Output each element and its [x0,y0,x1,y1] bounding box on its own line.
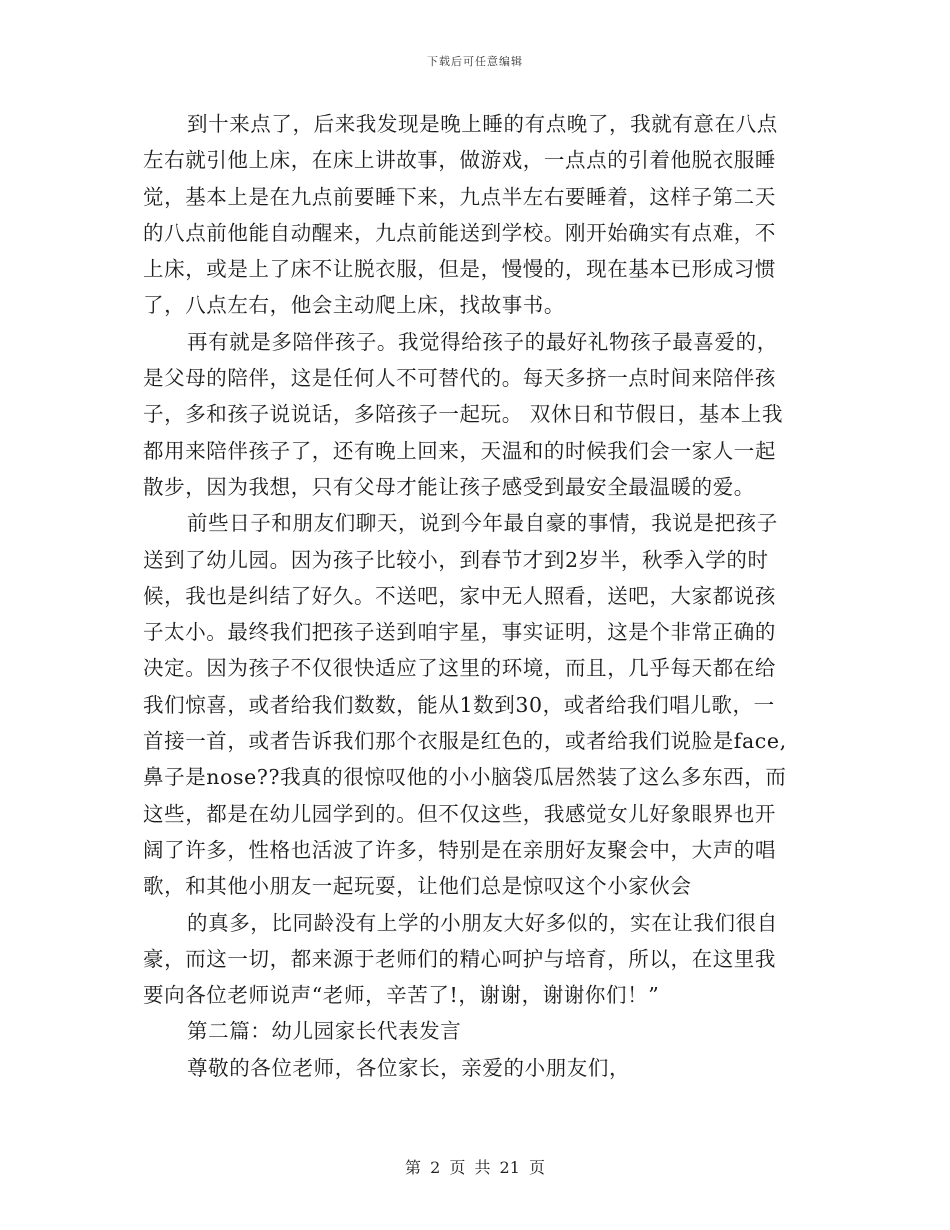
text-line: 候，我也是纠结了好久。不送吧，家中无人照看，送吧，大家都说孩 [143,583,776,608]
text-line: 决定。因为孩子不仅很快适应了这里的环境，而且，几乎每天都在给 [143,656,776,681]
text-line: 左右就引他上床，在床上讲故事，做游戏，一点点的引着他脱衣服睡 [143,148,776,173]
text-line: 要向各位老师说声“老师，辛苦了!，谢谢，谢谢你们！” [143,983,660,1008]
document-body [143,106,813,1086]
text-line: 阔了许多，性格也活波了许多，特别是在亲朋好友聚会中，大声的唱 [143,837,776,862]
text-line: 散步，因为我想，只有父母才能让孩子感受到最安全最温暖的爱。 [143,474,755,499]
text-line: 子，多和孩子说说话，多陪孩子一起玩。 双休日和节假日，基本上我 [143,402,784,427]
text-line: 都用来陪伴孩子了，还有晚上回来，天温和的时候我们会一家人一起 [143,438,776,463]
text-line: 尊敬的各位老师，各位家长，亲爱的小朋友们， [187,1055,631,1080]
page-header: 下载后可任意编辑 [427,55,523,68]
text-line: 上床，或是上了床不让脱衣服，但是，慢慢的，现在基本已形成习惯 [143,257,776,282]
text-line: 了，八点左右，他会主动爬上床，找故事书。 [143,293,565,318]
text-line: 再有就是多陪伴孩子。我觉得给孩子的最好礼物孩子最喜爱的， [187,329,778,354]
page-footer: 第 2 页 共 21 页 [405,1158,545,1177]
text-line: 的真多，比同龄没有上学的小朋友大好多似的，实在让我们很自 [187,910,778,935]
text-line: 送到了幼儿园。因为孩子比较小，到春节才到2岁半，秋季入学的时 [143,547,769,572]
text-line: 豪，而这一切，都来源于老师们的精心呵护与培育，所以，在这里我 [143,946,776,971]
text-line: 觉，基本上是在九点前要睡下来，九点半左右要睡着，这样子第二天 [143,184,776,209]
text-line: 的八点前他能自动醒来，九点前能送到学校。刚开始确实有点难，不 [143,220,776,245]
text-line: 歌，和其他小朋友一起玩耍，让他们总是惊叹这个小家伙会 [143,874,692,899]
text-line: 到十来点了，后来我发现是晚上睡的有点晚了，我就有意在八点 [187,112,778,136]
text-line: 子太小。最终我们把孩子送到咱宇星，事实证明，这是个非常正确的 [143,620,776,645]
text-line: 前些日子和朋友们聊天，说到今年最自豪的事情，我说是把孩子 [187,511,778,536]
text-line: 鼻子是nose??我真的很惊叹他的小小脑袋瓜居然装了这么多东西，而 [143,765,787,790]
text-line: 是父母的陪伴，这是任何人不可替代的。每天多挤一点时间来陪伴孩 [143,366,776,391]
text-line: 第二篇：幼儿园家长代表发言 [187,1019,462,1044]
text-line: 首接一首，或者告诉我们那个衣服是红色的，或者给我们说脸是face, [143,729,787,754]
text-line: 我们惊喜，或者给我们数数，能从1数到30，或者给我们唱儿歌，一 [143,692,775,717]
text-line: 这些，都是在幼儿园学到的。但不仅这些，我感觉女儿好象眼界也开 [143,801,776,826]
